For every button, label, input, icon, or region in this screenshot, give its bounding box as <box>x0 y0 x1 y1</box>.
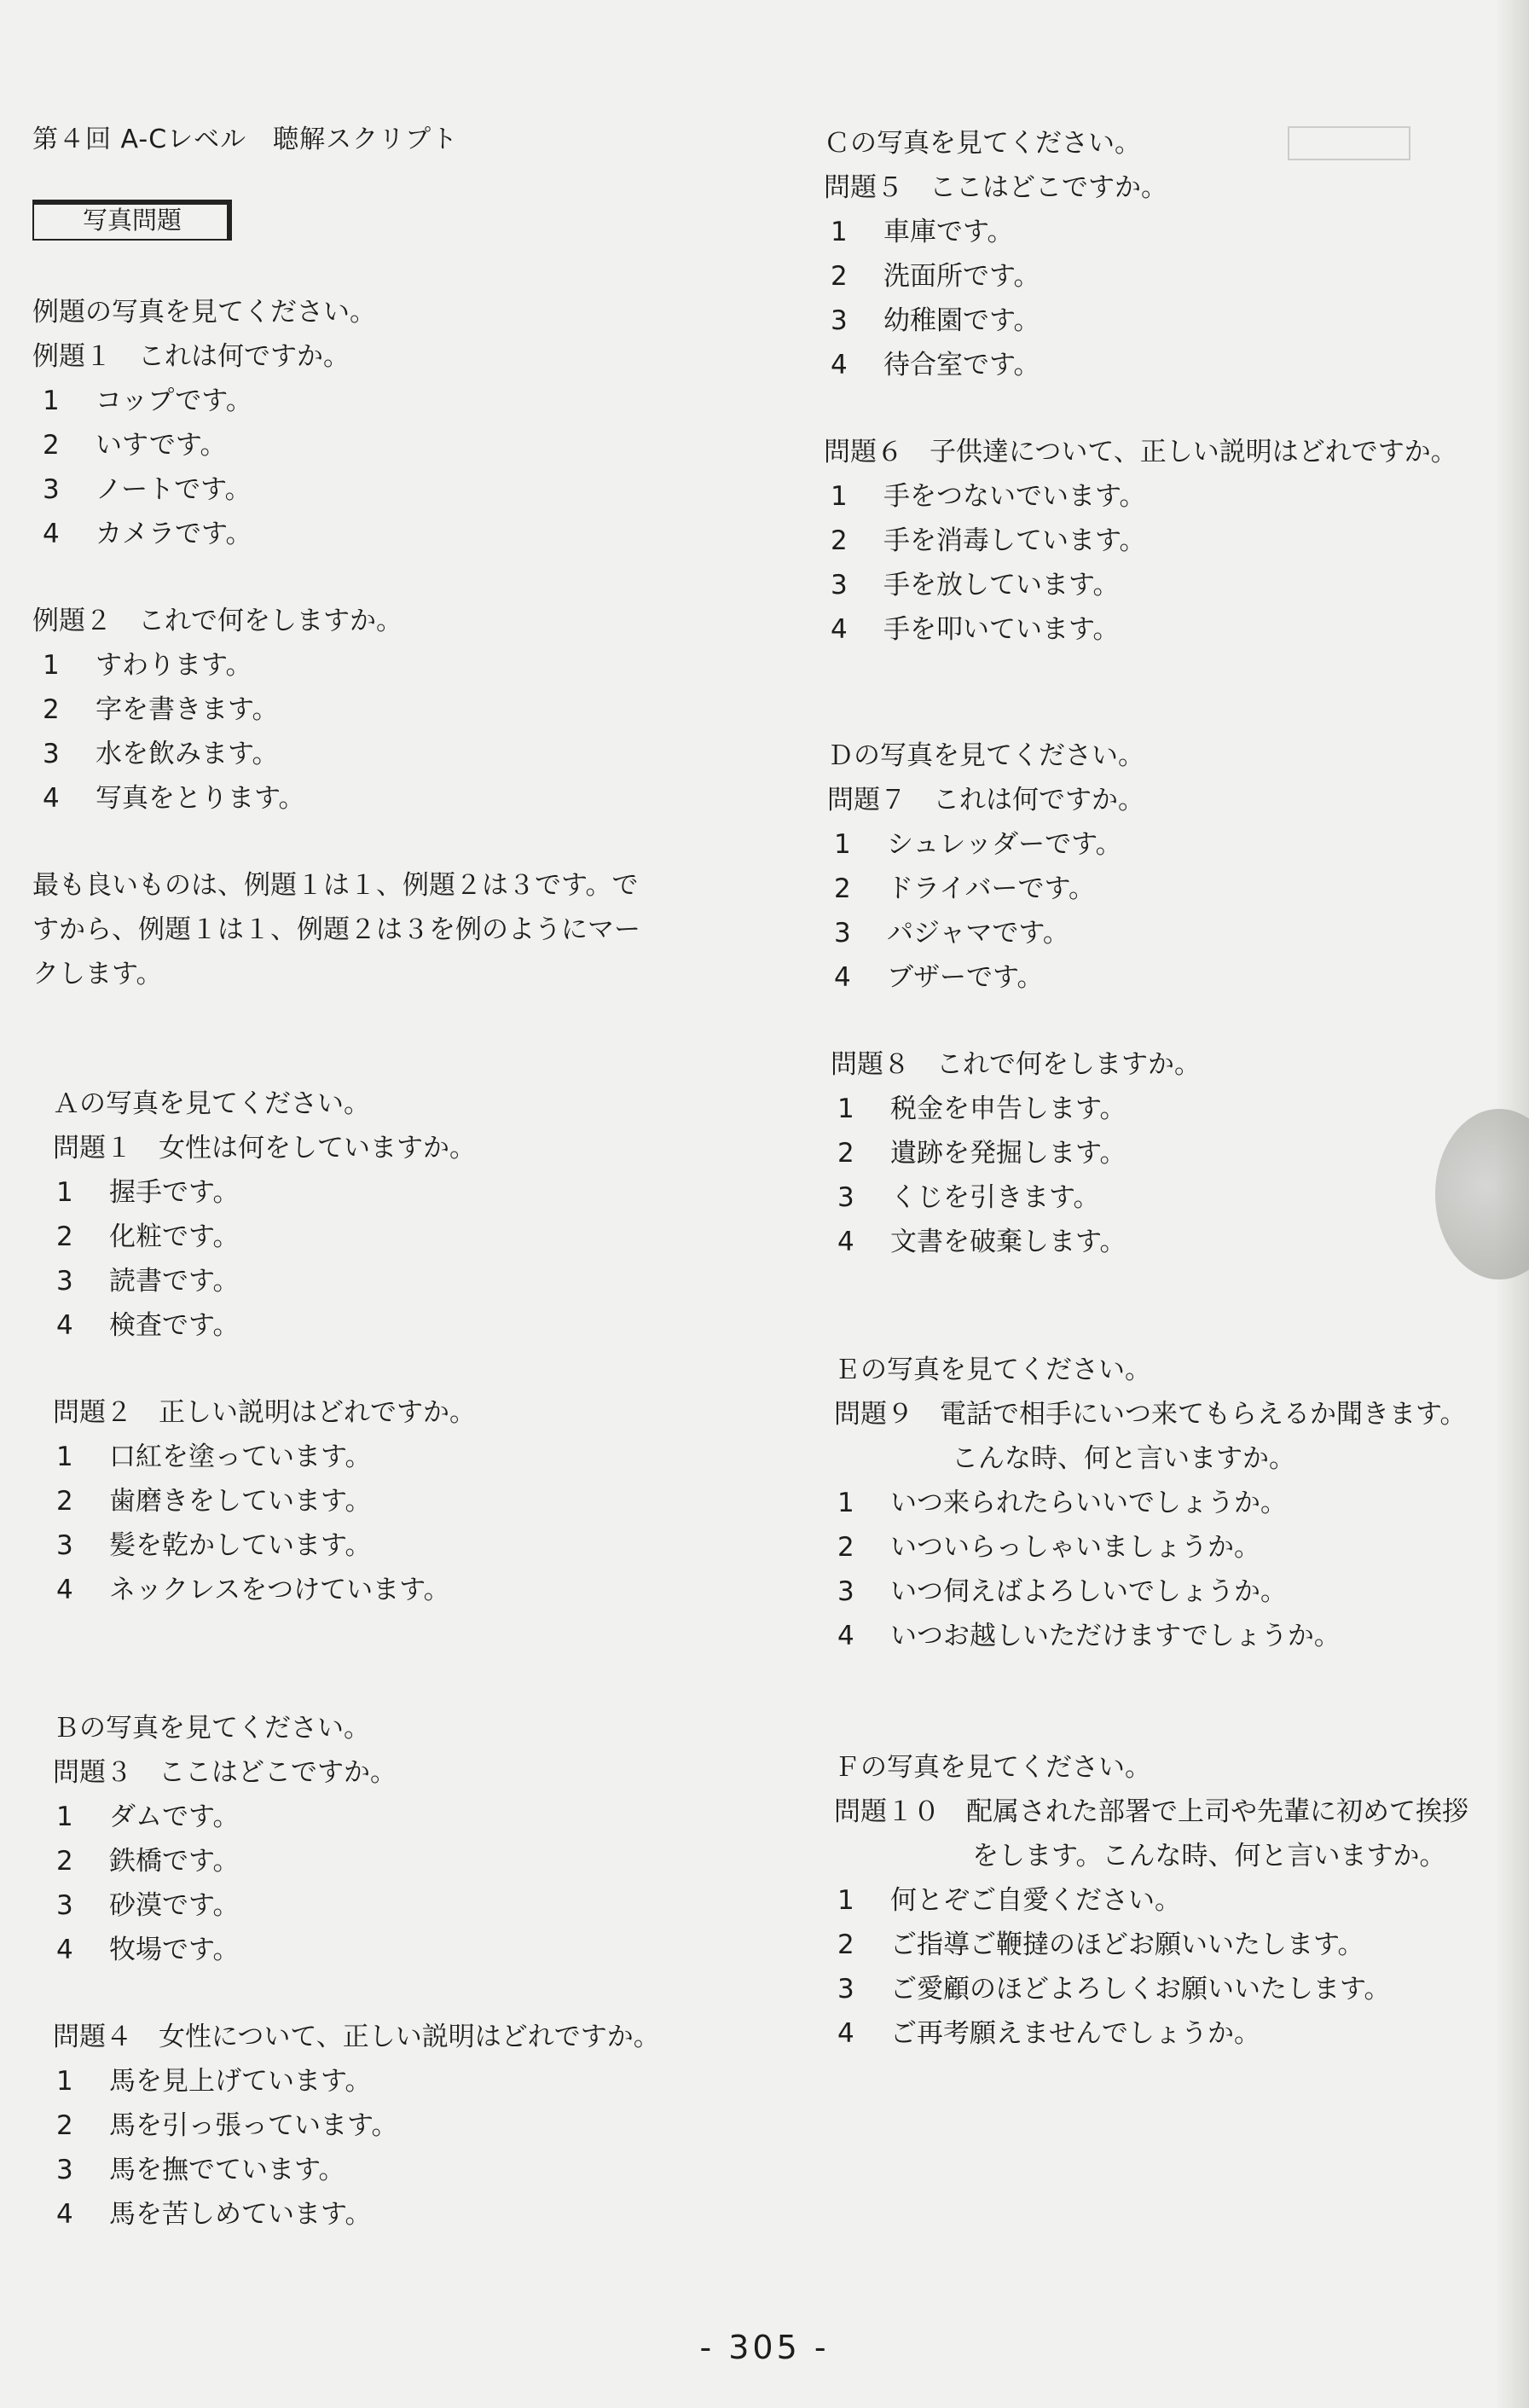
option-number: 4 <box>831 350 848 380</box>
answer-option <box>56 1479 372 1517</box>
option-number: 4 <box>43 519 60 549</box>
option-number: 2 <box>831 525 848 556</box>
option-number: 4 <box>834 962 851 993</box>
option-text: 読書です。 <box>109 1266 240 1297</box>
answer-option <box>43 688 279 726</box>
answer-option <box>834 955 1044 994</box>
option-text: カメラです。 <box>96 519 252 549</box>
option-text: シュレッダーです。 <box>887 829 1122 860</box>
answer-option <box>834 822 1122 861</box>
option-text: 握手です。 <box>109 1177 240 1208</box>
option-text: 馬を苦しめています。 <box>109 2199 372 2230</box>
option-number: 1 <box>56 1802 73 1832</box>
question-line: すから、例題１は１、例題２は３を例のようにマー <box>32 914 640 945</box>
option-number: 3 <box>43 739 60 769</box>
section-label: 写真問題 <box>32 200 232 241</box>
option-text: 何とぞご自愛ください。 <box>890 1885 1181 1916</box>
option-text: 遺跡を発掘します。 <box>890 1138 1126 1169</box>
option-number: 3 <box>831 305 848 336</box>
answer-option <box>831 607 1120 646</box>
option-text: 待合室です。 <box>883 350 1040 380</box>
question-line: 最も良いものは、例題１は１、例題２は３です。で <box>32 870 639 901</box>
question-line: Ｄの写真を見てください。 <box>827 740 1144 771</box>
answer-option <box>56 1523 372 1562</box>
option-number: 3 <box>837 1974 854 2005</box>
option-number: 1 <box>43 650 60 681</box>
option-text: ネックレスをつけています。 <box>109 1575 450 1605</box>
option-number: 4 <box>56 1310 73 1341</box>
answer-option <box>831 210 1014 248</box>
answer-option <box>56 1568 450 1606</box>
question-line: 問題５ ここはどこですか。 <box>824 172 1167 203</box>
answer-option <box>56 2192 372 2231</box>
answer-option <box>831 343 1040 381</box>
answer-option <box>831 299 1040 337</box>
answer-option <box>56 1795 240 1833</box>
option-number: 1 <box>831 481 848 512</box>
question-line: をします。こんな時、何と言いますか。 <box>972 1841 1446 1871</box>
option-text: 馬を引っ張っています。 <box>109 2110 398 2141</box>
answer-option <box>831 474 1146 513</box>
page-header: 第４回 A-Cレベル 聴解スクリプト <box>32 125 459 154</box>
option-text: 検査です。 <box>109 1310 240 1341</box>
bleed-through-text <box>1288 126 1410 160</box>
question-line: 問題１ 女性は何をしていますか。 <box>53 1133 476 1163</box>
answer-option <box>56 2103 398 2142</box>
option-text: ドライバーです。 <box>887 873 1095 904</box>
option-number: 4 <box>837 2018 854 2049</box>
answer-option <box>56 1839 240 1877</box>
answer-option <box>43 643 252 682</box>
option-number: 1 <box>56 1442 73 1472</box>
option-text: 写真をとります。 <box>96 783 305 814</box>
question-line: 例題１ これは何ですか。 <box>32 341 350 372</box>
option-text: ノートです。 <box>96 474 252 505</box>
option-text: 砂漠です。 <box>109 1890 240 1921</box>
option-text: いついらっしゃいましょうか。 <box>890 1532 1260 1563</box>
option-number: 2 <box>837 1138 854 1169</box>
option-number: 2 <box>56 1221 73 1252</box>
answer-option <box>834 867 1095 905</box>
option-text: 車庫です。 <box>883 217 1014 247</box>
answer-option <box>831 563 1120 601</box>
option-number: 3 <box>834 918 851 949</box>
option-number: 3 <box>837 1182 854 1213</box>
question-line: こんな時、何と言いますか。 <box>952 1443 1295 1474</box>
page-number: - 305 - <box>699 2329 830 2366</box>
answer-option <box>56 1170 240 1209</box>
option-number: 2 <box>43 430 60 461</box>
question-line: 問題１０ 配属された部署で上司や先輩に初めて挨拶 <box>834 1796 1468 1827</box>
option-number: 4 <box>56 1575 73 1605</box>
answer-option <box>43 776 305 815</box>
question-line: Ｅの写真を見てください。 <box>834 1355 1151 1385</box>
answer-option <box>56 2148 345 2186</box>
option-number: 3 <box>56 1530 73 1561</box>
page-edge-shadow <box>1495 0 1529 2408</box>
option-text: すわります。 <box>96 650 252 681</box>
option-number: 4 <box>837 1227 854 1257</box>
option-text: 馬を見上げています。 <box>109 2066 372 2097</box>
question-line: Ａの写真を見てください。 <box>53 1088 370 1119</box>
option-text: ご指導ご鞭撻のほどお願いいたします。 <box>890 1929 1364 1960</box>
answer-option <box>43 467 252 506</box>
answer-option <box>56 2059 372 2098</box>
question-line: 問題２ 正しい説明はどれですか。 <box>53 1397 476 1428</box>
option-number: 1 <box>837 1488 854 1518</box>
option-text: 手をつないでいます。 <box>883 481 1146 512</box>
option-text: 牧場です。 <box>109 1935 240 1965</box>
option-number: 2 <box>831 261 848 292</box>
option-number: 4 <box>837 1621 854 1651</box>
option-number: 3 <box>43 474 60 505</box>
option-text: 口紅を塗っています。 <box>109 1442 372 1472</box>
answer-option <box>56 1303 240 1342</box>
option-number: 2 <box>56 1846 73 1877</box>
option-text: 手を消毒しています。 <box>883 525 1146 556</box>
option-text: ご愛顧のほどよろしくお願いいたします。 <box>890 1974 1391 2005</box>
answer-option <box>837 1878 1181 1917</box>
answer-option <box>837 1481 1287 1519</box>
option-text: くじを引きます。 <box>890 1182 1100 1213</box>
option-text: 幼稚園です。 <box>883 305 1040 336</box>
question-line: 例題の写真を見てください。 <box>32 297 376 328</box>
option-text: 税金を申告します。 <box>890 1094 1126 1124</box>
answer-option <box>837 2011 1260 2050</box>
option-text: パジャマです。 <box>887 918 1069 949</box>
option-number: 3 <box>837 1576 854 1607</box>
answer-option <box>837 1220 1126 1258</box>
answer-option <box>837 1570 1287 1608</box>
option-text: 手を叩いています。 <box>883 614 1120 645</box>
question-line: クします。 <box>32 959 163 989</box>
option-number: 2 <box>834 873 851 904</box>
option-number: 2 <box>837 1532 854 1563</box>
answer-option <box>837 1131 1126 1169</box>
option-text: 文書を破棄します。 <box>890 1227 1126 1257</box>
answer-option <box>56 1883 240 1922</box>
option-number: 2 <box>43 694 60 725</box>
option-text: 字を書きます。 <box>96 694 279 725</box>
option-number: 4 <box>56 2199 73 2230</box>
option-number: 3 <box>831 570 848 601</box>
question-line: 問題８ これで何をしますか。 <box>831 1049 1201 1080</box>
option-number: 1 <box>43 386 60 416</box>
option-text: 水を飲みます。 <box>96 739 279 769</box>
option-text: いすです。 <box>96 430 227 461</box>
option-number: 1 <box>56 1177 73 1208</box>
answer-option <box>56 1259 240 1297</box>
question-line: 問題９ 電話で相手にいつ来てもらえるか聞きます。 <box>834 1399 1467 1430</box>
option-text: いつ伺えばよろしいでしょうか。 <box>890 1576 1287 1607</box>
option-number: 3 <box>56 2155 73 2185</box>
answer-option <box>837 1614 1341 1652</box>
question-line: Ｂの写真を見てください。 <box>53 1713 370 1744</box>
question-line: 例題２ これで何をしますか。 <box>32 606 403 636</box>
option-text: 馬を撫でています。 <box>109 2155 345 2185</box>
question-line: 問題３ ここはどこですか。 <box>53 1757 397 1788</box>
option-number: 2 <box>56 1486 73 1517</box>
option-number: 3 <box>56 1266 73 1297</box>
answer-option <box>837 1525 1260 1564</box>
answer-option <box>43 732 279 770</box>
option-number: 4 <box>43 783 60 814</box>
option-text: ダムです。 <box>109 1802 240 1832</box>
option-text: ブザーです。 <box>887 962 1044 993</box>
option-number: 1 <box>831 217 848 247</box>
option-number: 4 <box>56 1935 73 1965</box>
answer-option <box>831 254 1040 293</box>
answer-option <box>837 1923 1364 1961</box>
option-number: 1 <box>834 829 851 860</box>
option-number: 1 <box>837 1885 854 1916</box>
option-text: いつ来られたらいいでしょうか。 <box>890 1488 1287 1518</box>
question-line: Ｃの写真を見てください。 <box>824 128 1141 159</box>
option-number: 2 <box>56 2110 73 2141</box>
answer-option <box>831 519 1146 557</box>
answer-option <box>837 1175 1100 1214</box>
answer-option <box>43 512 252 550</box>
option-text: 鉄橋です。 <box>109 1846 240 1877</box>
option-number: 3 <box>56 1890 73 1921</box>
answer-option <box>43 423 226 461</box>
answer-option <box>56 1435 372 1473</box>
answer-option <box>56 1215 240 1253</box>
option-number: 1 <box>56 2066 73 2097</box>
answer-option <box>837 1087 1126 1125</box>
option-text: 洗面所です。 <box>883 261 1040 292</box>
option-number: 2 <box>837 1929 854 1960</box>
option-text: 髪を乾かしています。 <box>109 1530 372 1561</box>
option-text: 化粧です。 <box>109 1221 240 1252</box>
option-number: 1 <box>837 1094 854 1124</box>
answer-option <box>43 379 252 417</box>
question-line: 問題７ これは何ですか。 <box>827 785 1144 815</box>
option-number: 4 <box>831 614 848 645</box>
question-line: Ｆの写真を見てください。 <box>834 1752 1151 1783</box>
option-text: ご再考願えませんでしょうか。 <box>890 2018 1260 2049</box>
answer-option <box>56 1928 240 1966</box>
question-line: 問題６ 子供達について、正しい説明はどれですか。 <box>824 437 1457 467</box>
option-text: 歯磨きをしています。 <box>109 1486 372 1517</box>
option-text: 手を放しています。 <box>883 570 1120 601</box>
answer-option <box>837 1967 1391 2005</box>
option-text: コップです。 <box>96 386 252 416</box>
option-text: いつお越しいただけますでしょうか。 <box>890 1621 1341 1651</box>
question-line: 問題４ 女性について、正しい説明はどれですか。 <box>53 2022 660 2052</box>
answer-option <box>834 911 1069 949</box>
